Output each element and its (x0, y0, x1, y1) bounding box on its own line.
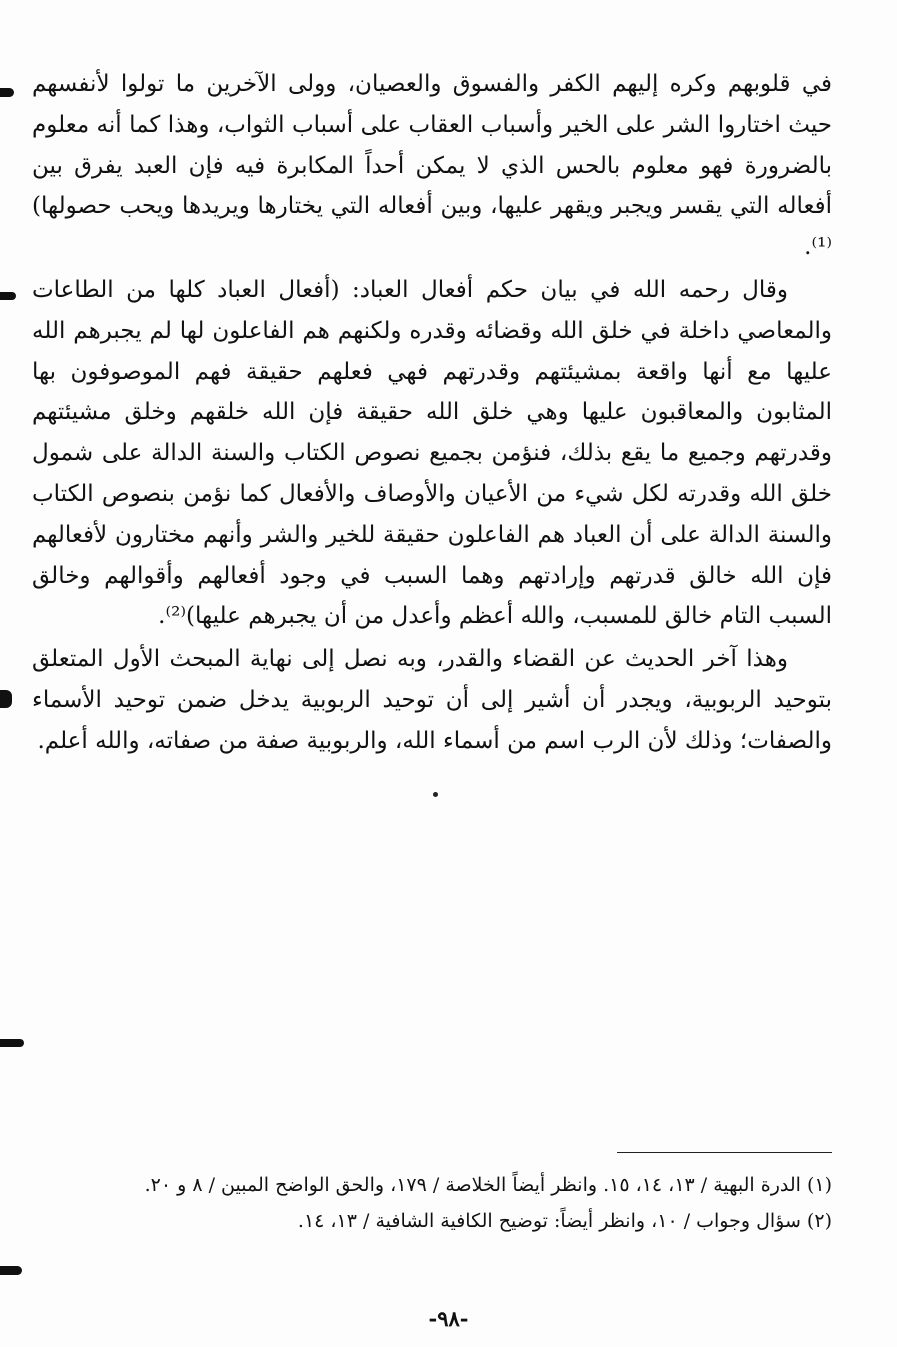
binding-mark (0, 292, 16, 300)
separator-dot (433, 792, 438, 797)
paragraph-actions-of-servants: وقال رحمه الله في بيان حكم أفعال العباد: (أفعال العباد كلها من الطاعات والمعاصي داخلة في خلق الله وقضائه وقدره ولكنهم هم الفاعلون لها لم يجبرهم الله عليها مع أنها واقعة بمشيئتهم وقدرتهم فهي فعلهم حقيقة فهم الموصوفون بها المثابون والمعاقبون عليها وهي خلق الله حقيقة فإن الله خلقهم وخلق مشيئتهم وقدرتهم وجميع ما يقع بذلك، فنؤمن بجميع نصوص الكتاب والسنة الدالة على شمول خلق الله وقدرته لكل شيء من الأعيان والأوصاف والأفعال كما نؤمن بنصوص الكتاب والسنة الدالة على أن العباد هم الفاعلون حقيقة للخير والشر وأنهم مختارون لأفعالهم فإن الله خالق قدرتهم وإرادتهم وهما السبب في وجود أفعالهم وأقوالهم وخالق السبب التام خالق للمسبب، والله أعظم وأعدل من أن يجبرهم عليها)⁽²⁾. (32, 276, 832, 630)
binding-mark (0, 88, 14, 97)
main-text (32, 64, 832, 762)
footnotes (32, 1168, 832, 1238)
footnote-separator (617, 1152, 832, 1153)
paragraph-conclusion: وهذا آخر الحديث عن القضاء والقدر، وبه نصل إلى نهاية المبحث الأول المتعلق بتوحيد الربوبية، ويجدر أن أشير إلى أن توحيد الربوبية يدخل ضمن توحيد الأسماء والصفات؛ وذلك لأن الرب اسم من أسماء الله، والربوبية صفة من صفاته، والله أعلم. (32, 646, 832, 754)
page-number: -٩٨- (428, 1306, 469, 1331)
footnote-1: (١) الدرة البهية / ١٣، ١٤، ١٥. وانظر أيضاً الخلاصة / ١٧٩، والحق الواضح المبين / ٨ و ٢٠. (144, 1174, 832, 1196)
binding-mark (0, 690, 12, 708)
footnote-2: (٢) سؤال وجواب / ١٠، وانظر أيضاً: توضيح الكافية الشافية / ١٣، ١٤. (297, 1210, 832, 1232)
paragraph-continuation: في قلوبهم وكره إليهم الكفر والفسوق والعصيان، وولى الآخرين ما تولوا لأنفسهم حيث اختاروا الشر على الخير وأسباب العقاب على أسباب الثواب، وهذا كما أنه معلوم بالضرورة فهو معلوم بالحس الذي لا يمكن أحداً المكابرة فيه فإن العبد يفرق بين أفعاله التي يقسر ويجبر ويقهر عليها، وبين أفعاله التي يختارها ويريدها ويحب حصولها)⁽¹⁾. (32, 71, 832, 261)
binding-mark (0, 1266, 22, 1275)
binding-mark (0, 1039, 24, 1047)
